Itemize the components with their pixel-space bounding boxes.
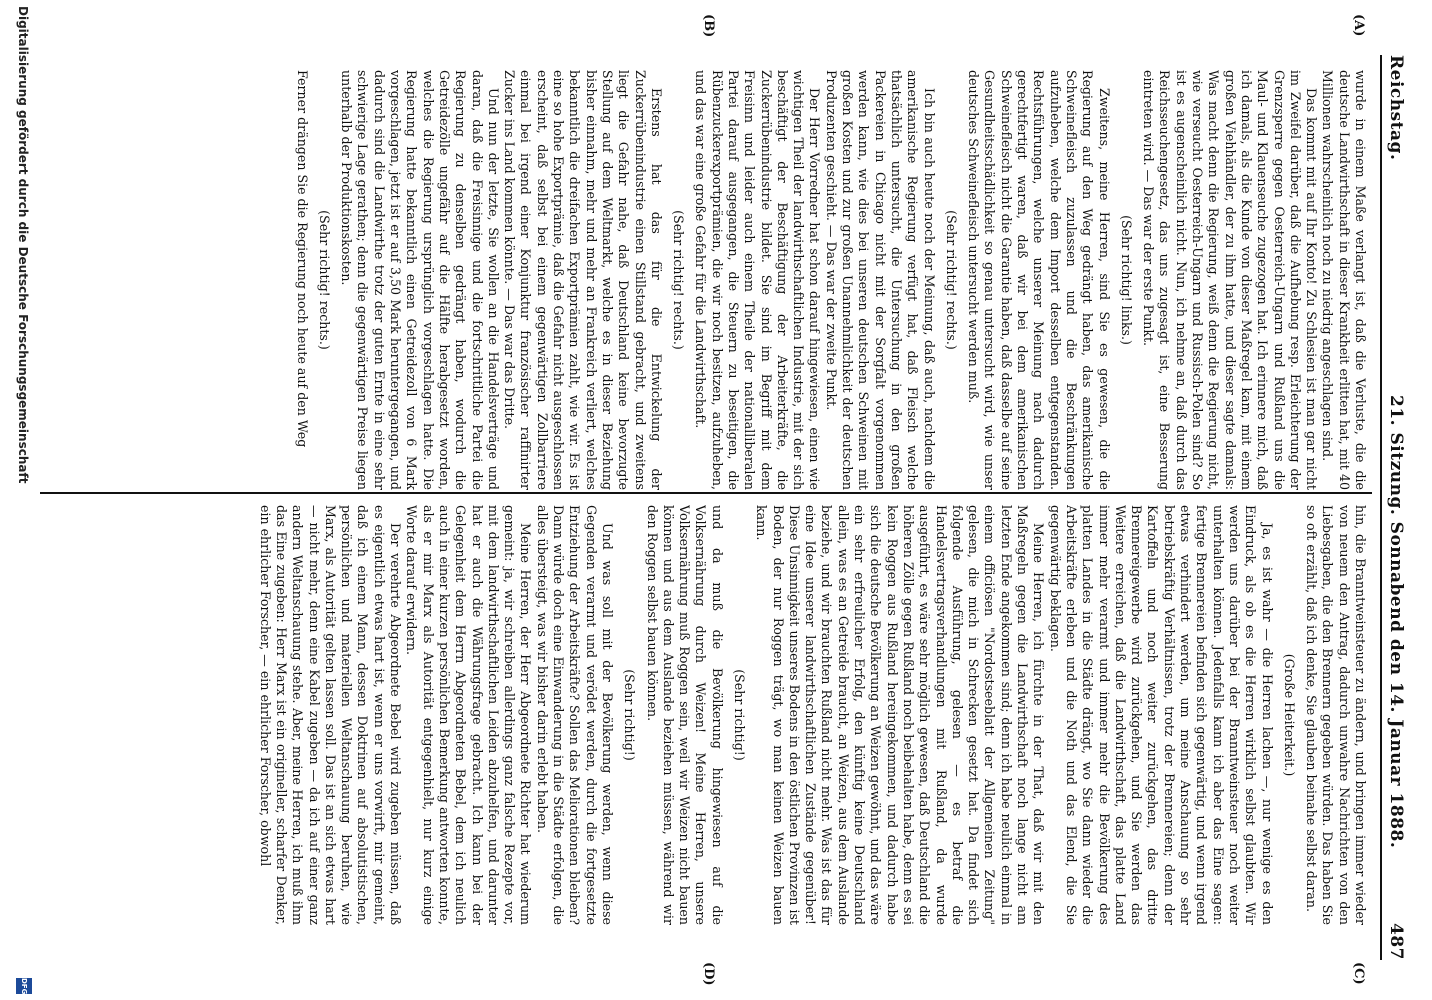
interjection: (Sehr richtig! rechts.) xyxy=(316,210,332,350)
paragraph: Meine Herren, ich fürchte in der That, daß wir mit den Maßregeln gegen die Landwirthschaft noch lange nicht am letzten Ende angekommen sind; denn ich habe neulich einmal in einem officiösen "Nordostseeblatt der Allgemeinen Zeitung" gelesen, die mich in Schrecken gesetzt hat. Da findet sich folgende Ausführung, gelesen — es betraf die Handelsvertragsverhandlungen mit Rußland, da wurde ausgeführt, es wäre sehr möglich gewesen, daß Deutschland die höheren Zölle gegen Rußland noch beibehalten habe, denn es sei kein Roggen aus Rußland hereingekommen, und dadurch habe sich die deutsche Bevölkerung an Weizen gewöhnt, und das wäre ein sehr erfreulicher Erfolg, den künftig keine Deutschland allein, was es an Getreide braucht, an Weizen, aus dem Auslande beziehe, und wir brauchten Rußland nicht mehr. Was ist das für eine Idee unserer landwirthschaftlichen Zustände gegenüber! Diese Unsinnigkeit unseres Bodens in den östlichen Provinzen ist Boden, der nur Roggen trägt, wo man keinen Weizen bauen kann. xyxy=(754,505,1047,925)
paragraph: Erstens hat das für die Entwickelung der Zuckerrübenindustrie einen Stillstand gebracht, und zweitens liegt die Gefahr nahe, daß Deutschland keine bevorzugte Stellung auf dem Weltmarkt, welche es in dieser Beziehung bisher einnahm, mehr und mehr an Frankreich verliert, welches bekanntlich die dreifachen Exportprämien zahlt, wie wir. Es ist eine so hohe Exportprämie, daß die Gefahr nicht ausgeschlossen erscheint, daß selbst bei einem gegenwärtigen Zollbarriere einmal bei irgend einer Konjunktur französischer raffinirter Zucker ins Land kommen könnte. — Das war das Dritte. xyxy=(502,70,664,490)
header-center: 21. Sitzung. Sonnabend den 14. Januar 1888. xyxy=(1386,395,1406,849)
page-footer xyxy=(12,0,32,1000)
margin-marker-a: (A) xyxy=(1351,14,1366,37)
paragraph: hin, die Branntweinsteuer zu ändern, und bringen immer wieder von neuem den Antrag, dadurch unwahre Nachrichten von den Liebesgaben, die den Brennern gegeben würden. Das haben Sie so oft erzählt, daß ich denke, Sie glauben beinahe selbst daran. xyxy=(1304,505,1368,925)
page-number: 487 xyxy=(1386,923,1406,960)
interjection: (Sehr richtig! rechts.) xyxy=(943,210,959,350)
interjection: (Sehr richtig! links.) xyxy=(1118,215,1134,345)
right-column xyxy=(68,505,1368,925)
left-column xyxy=(68,70,1368,490)
paragraph: und da muß die Bevölkerung hingewiesen auf die Volksernährung durch Weizen! Meine Herren, unsere Volksernährung muß Roggen sein, weil wir Weizen nicht bauen können und aus dem Auslande beziehen müssen, während wir den Roggen selbst bauen können. xyxy=(644,505,725,925)
paragraph: Der Herr Vorredner hat schon darauf hingewiesen, einen wie wichtigen Theil der landwirthschaftlichen Industrie, mit der sich beschäftigt der Beschäftigung der Arbeiterkräfte, die Zuckerrübenindustrie bildet. Sie sind im Begriff mit dem Freisinn und leider auch einem Theile der nationalliberalen Partei darauf ausgegangen, die Steuern zu beseitigen, die Rübenzuckerexportprämien, die wir noch besitzen, aufzuheben, und das war eine große Gefahr für die Landwirthschaft. xyxy=(693,70,823,490)
paragraph: Ferner drängen Sie die Regierung noch heute auf den Weg xyxy=(294,70,310,448)
interjection: (Sehr richtig!) xyxy=(732,669,748,761)
dfg-logo: DFG xyxy=(16,978,32,994)
digitization-credit: Digitalisierung gefördert durch die Deutsche Forschungsgemeinschaft xyxy=(16,6,30,484)
header-left: Reichstag. xyxy=(1386,55,1406,161)
margin-marker-d: (D) xyxy=(701,962,716,986)
paragraph: wurde in einem Maße verlangt ist, daß die Verluste, die die deutsche Landwirthschaft in dieser Krankheit erlitten hat, mit 40 Millionen wahrscheinlich noch zu niedrig angeschlagen sind. xyxy=(1320,70,1368,490)
page-header xyxy=(1380,55,1408,960)
interjection: (Sehr richtig!) xyxy=(622,669,638,761)
margin-marker-b: (B) xyxy=(701,14,716,38)
margin-marker-c: (C) xyxy=(1351,962,1366,985)
paragraph: Und was soll mit der Bevölkerung werden, wenn diese Gegenden verarmt und verödet werden, durch die fortgesetzte Entziehung der Arbeitskräfte? Sollen das Meliorationen bleiben? Dann würde doch eine Einwanderung in die Städte erfolgen, die alles übersteigt, was wir bisher darin erlebt haben. xyxy=(534,505,615,925)
paragraph: Meine Herren, der Herr Abgeordnete Richter hat wiederum gemeint: ja, wir schreiben allerdings ganz falsche Rezepte vor, mit dem landwirthschaftlichen Leiden abzuhelfen, und darunter hat er auch die Währungsfrage gebracht. Ich kann bei der Gelegenheit dem Herrn Abgeordneten Bebel, dem ich neulich auch in einer kurzen persönlichen Bemerkung antworten konnte, als er mir Marx als Autorität entgegenhielt, nur kurz einige Worte darauf erwidern. xyxy=(404,505,534,925)
column-divider xyxy=(40,492,1372,494)
interjection: (Große Heiterkeit.) xyxy=(1281,653,1297,777)
paragraph: Ja, es ist wahr — die Herren lachen —, nur wenige es den Eindruck, als ob es die Herren wirklich selbst glaubten. Wir werden uns darüber bei der Branntweinsteuer noch weiter unterhalten können. Jedenfalls kann ich aber das Eine sagen: fertige Brennereien befinden sich gegenwärtig, und wenn irgend etwas verhindert werden, um meine Anschauung so sehr betriebskräftig Verhältnissen, trotz der Brennereien; denn der Kartoffeln und noch weiter zurückgehen, das dritte Brennereigewerbe wird zurückgehen, und Sie werden das Weitere erreichen, daß die Landwirthschaft, das platte Land immer mehr verarmt und immer mehr die Bevölkerung des platten Landes in die Städte drängt, wo Sie dann wieder die Arbeitskräfte erleben und die Noth und das Elend, die Sie gegenwärtig beklagen. xyxy=(1047,505,1275,925)
paragraph: Der verehrte Abgeordnete Bebel wird zugeben müssen, daß es eigentlich etwas hart ist, wenn er uns vorwirft, mir gemeint, daß ich einem Mann, dessen Doktrinen auf absolutistischen, persönlichen und materiellen Weltanschauung beruhen, wie Marx, als Autorität gelten lassen soll. Das ist an sich etwas hart — nicht mehr, denn eine Kabel zugeben — da ich auf einer ganz andern Weltanschauung stehe. Aber, meine Herren, ich muß ihm das Eine zugeben: Herr Marx ist ein origineller, scharfer Denker, ein ehrlicher Forscher, — ein ehrlicher Forscher, obwohl xyxy=(257,505,404,925)
interjection: (Sehr richtig! rechts.) xyxy=(671,210,687,350)
paragraph: Zweitens, meine Herren, sind Sie es gewesen, die die Regierung auf den Weg gedrängt haben, das amerikanische Schweinefleisch zuzulassen und die Beschränkungen aufzuheben, welche dem Import desselben entgegenstanden. Rechtsführungen, welche unserer Meinung nach dadurch gerechtfertigt waren, daß wir bei dem amerikanischen Schweinefleisch nicht die Garantie haben, daß dasselbe auf seine Gesundheitsschädlichkeit so genau untersucht wird, wie unser deutsches Schweinefleisch untersucht werden muß. xyxy=(966,70,1112,490)
paragraph: Das kommt mit auf Ihr Konto! Zu Schlesien ist man gar nicht im Zweifel darüber, daß die Aufhebung resp. Erleichterung der Grenzsperre gegen Oesterreich-Ungarn und Rußland uns die Maul- und Klauenseuche zugezogen hat. Ich erinnere mich, daß ich damals, als die Kunde von dieser Maßregel kam, mit einem großen Viehhändler, der zu ihm hatte, und dieser sagte damals: Was macht denn die Regierung, weiß denn die Regierung nicht, wie verseucht Oesterreich-Ungarn und Russisch-Polen sind? So ist es augenscheinlich nicht. Nun, ich nehme an, daß durch das Reichsseuchengesetz, das uns zugesagt ist, eine Besserung eintreten wird. — Das war der erste Punkt. xyxy=(1141,70,1320,490)
paragraph: Ich bin auch heute noch der Meinung, daß auch, nachdem die amerikanische Regierung verfügt hat, daß Fleisch welche thatsächlich untersucht, die Untersuchung in den großen Packereien in Chicago nicht mit der Sorgfalt vorgenommen werden kann, wie dies bei unseren deutschen Schweinen mit großen Kosten und zur großen Unannehmlichkeit der deutschen Produzenten geschieht. — Das war der zweite Punkt. xyxy=(823,70,937,490)
paragraph: Und nun der letzte, Sie wollen an die Handelsverträge und daran, daß die Freisinnige und die fortschrittliche Partei die Regierung zu denselben gedrängt haben, wodurch die Getreidezölle ungefähr auf die Hälfte herabgesetzt worden, welches die Regierung ursprünglich vorgeschlagen hatte. Die Regierung hatte bekanntlich einen Getreidezoll von 6 Mark vorgeschlagen, jetzt ist er auf 3,50 Mark heruntergegangen, und dadurch sind die Landwirthe trotz der guten Ernte in eine sehr schwierige Lage gerathen; denn die gegenwärtigen Preise liegen unterhalb der Produktionskosten. xyxy=(339,70,501,490)
